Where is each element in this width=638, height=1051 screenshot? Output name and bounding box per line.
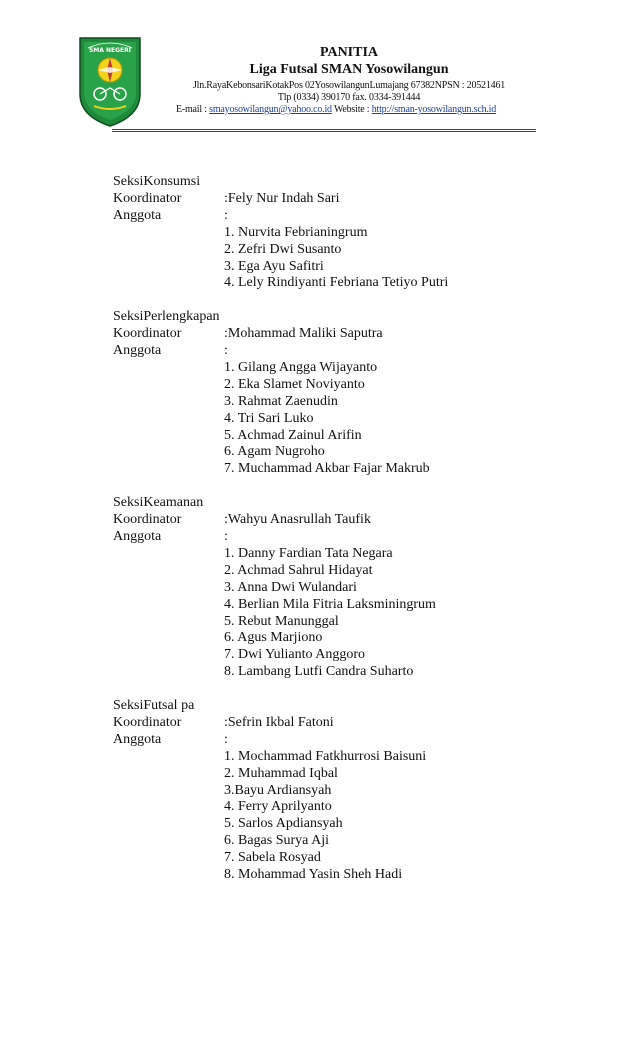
members-row <box>113 343 613 360</box>
member-item: 7. Dwi Yulianto Anggoro <box>224 647 366 663</box>
member-item: 8. Mohammad Yasin Sheh Hadi <box>224 867 403 883</box>
coordinator-label: Koordinator <box>113 512 182 528</box>
member-item: 6. Agus Marjiono <box>224 630 323 646</box>
website-label: Website : <box>331 104 372 115</box>
coordinator-row <box>113 512 613 529</box>
section-konsumsi <box>113 174 613 292</box>
coordinator-name: :Sefrin Ikbal Fatoni <box>224 714 334 730</box>
email-label: E-mail : <box>175 104 210 115</box>
member-item: 4. Lely Rindiyanti Febriana Tetiyo Putri <box>224 275 449 291</box>
header-title-panitia: PANITIA <box>319 45 379 60</box>
member-item: 7. Muchammad Akbar Fajar Makrub <box>224 461 430 477</box>
members-label: Anggota <box>113 343 162 359</box>
member-item: 8. Lambang Lutfi Candra Suharto <box>224 664 414 680</box>
website-link[interactable]: http://sman-yosowilangun.sch.id <box>371 104 497 115</box>
coordinator-name: :Fely Nur Indah Sari <box>224 190 340 206</box>
header-address: Jln.RayaKebonsariKotakPos 02YosowilangunLumajang 67382NPSN : 20521461 <box>192 80 506 91</box>
members-colon: : <box>224 343 228 359</box>
members-row <box>113 529 613 546</box>
member-item: 6. Agam Nugroho <box>224 444 325 460</box>
section-futsal-pa <box>113 698 613 884</box>
members-colon: : <box>224 207 228 223</box>
coordinator-label: Koordinator <box>113 190 182 206</box>
section-title: SeksiFutsal pa <box>113 698 195 714</box>
committee-list <box>113 174 613 901</box>
coordinator-row <box>113 715 613 732</box>
section-keamanan <box>113 495 613 681</box>
member-item: 1. Nurvita Febrianingrum <box>224 224 368 240</box>
member-item: 3. Anna Dwi Wulandari <box>224 579 357 595</box>
section-title: SeksiKeamanan <box>113 495 204 511</box>
coordinator-row <box>113 326 613 343</box>
member-item: 2. Achmad Sahrul Hidayat <box>224 562 373 578</box>
coordinator-name: :Mohammad Maliki Saputra <box>224 326 383 342</box>
member-item: 4. Berlian Mila Fitria Laksminingrum <box>224 596 436 612</box>
member-item: 2. Muhammad Iqbal <box>224 765 338 781</box>
members-row <box>113 208 613 225</box>
member-item: 1. Mochammad Fatkhurrosi Baisuni <box>224 748 427 764</box>
coordinator-label: Koordinator <box>113 326 182 342</box>
section-perlengkapan <box>113 309 613 478</box>
coordinator-name: :Wahyu Anasrullah Taufik <box>224 512 371 528</box>
member-item: 3. Ega Ayu Safitri <box>224 258 324 274</box>
header-phone: Tlp (0334) 390170 fax. 0334-391444 <box>277 92 421 103</box>
members-colon: : <box>224 731 228 747</box>
logo-text: SMA NEGERI <box>88 47 132 54</box>
member-item: 5. Sarlos Apdiansyah <box>224 816 343 832</box>
section-title: SeksiKonsumsi <box>113 174 201 189</box>
header-contact-line <box>0 104 638 116</box>
member-item: 5. Rebut Manunggal <box>224 613 339 629</box>
member-item: 6. Bagas Surya Aji <box>224 833 329 849</box>
members-row <box>113 732 613 749</box>
member-item: 1. Danny Fardian Tata Negara <box>224 545 393 561</box>
member-item: 4. Tri Sari Luko <box>224 410 314 426</box>
section-title: SeksiPerlengkapan <box>113 309 220 325</box>
members-label: Anggota <box>113 207 162 223</box>
coordinator-label: Koordinator <box>113 714 182 730</box>
member-item: 2. Eka Slamet Noviyanto <box>224 376 365 392</box>
member-item: 3.Bayu Ardiansyah <box>224 782 332 798</box>
member-item: 4. Ferry Aprilyanto <box>224 799 332 815</box>
header-rule-2 <box>112 131 536 132</box>
member-item: 3. Rahmat Zaenudin <box>224 393 338 409</box>
members-colon: : <box>224 529 228 544</box>
member-item: 1. Gilang Angga Wijayanto <box>224 359 378 375</box>
members-label: Anggota <box>113 731 162 747</box>
email-link[interactable]: smayosowilangun@yahoo.co.id <box>209 104 332 115</box>
member-item: 7. Sabela Rosyad <box>224 850 321 866</box>
member-item: 5. Achmad Zainul Arifin <box>224 427 362 443</box>
members-label: Anggota <box>113 529 162 544</box>
header-rule <box>112 129 536 130</box>
member-item: 2. Zefri Dwi Susanto <box>224 241 342 257</box>
coordinator-row <box>113 191 613 208</box>
header-title-league: Liga Futsal SMAN Yosowilangun <box>249 62 449 77</box>
